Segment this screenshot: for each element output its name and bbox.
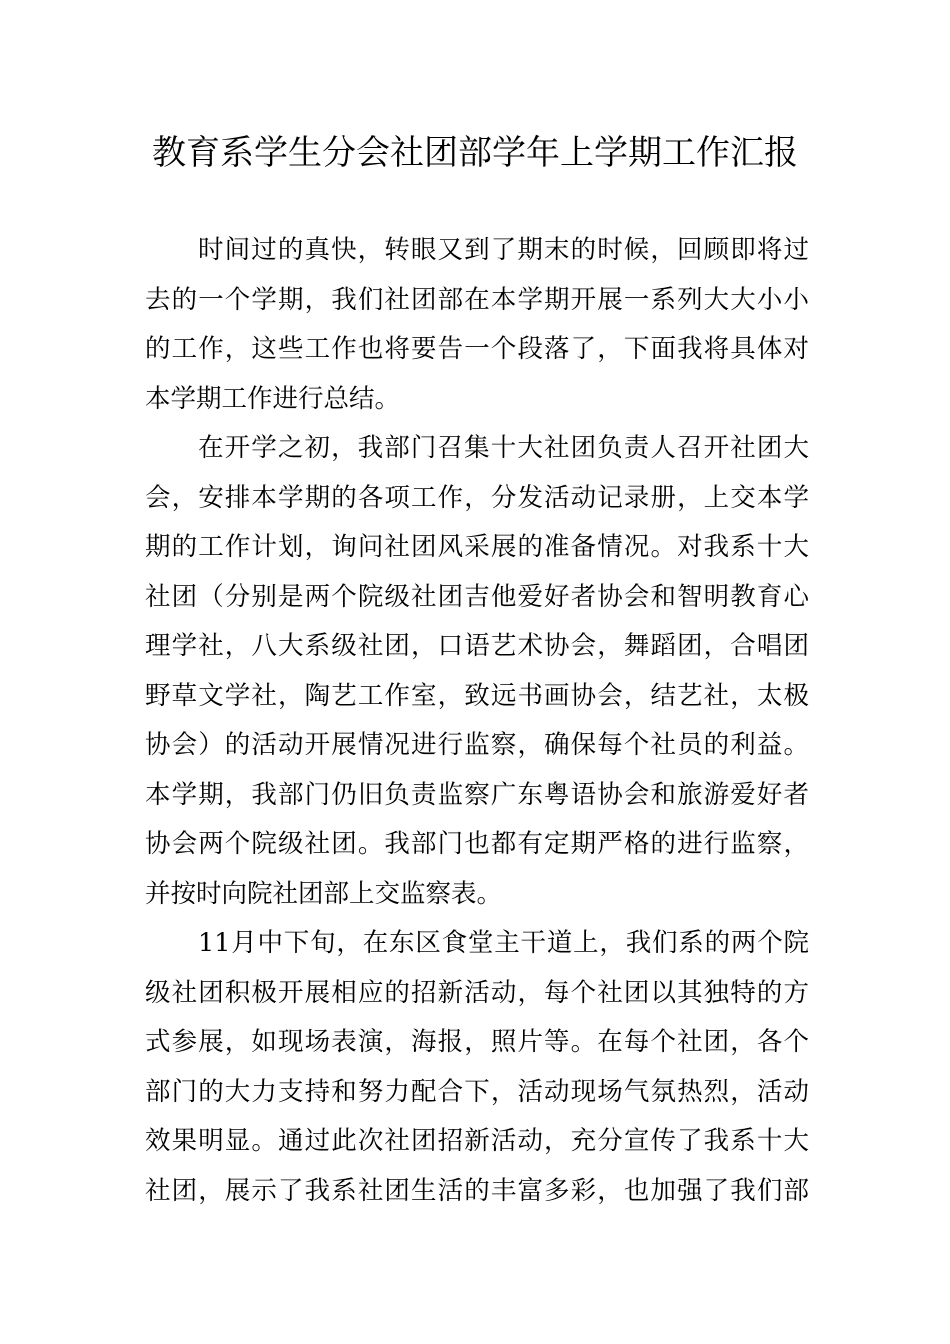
paragraph-2-line-9: 协会两个院级社团。我部门也都有定期严格的进行监察， [145,829,809,859]
paragraph-2-line-3: 期的工作计划，询问社团风采展的准备情况。对我系十大 [145,532,809,562]
paragraph-1-line-1: 时间过的真快，转眼又到了期末的时候，回顾即将过 [198,235,809,265]
paragraph-1-line-4: 本学期工作进行总结。 [145,383,401,414]
document-title: 教育系学生分会社团部学年上学期工作汇报 [152,133,798,173]
paragraph-3-line-1: 11月中下旬，在东区食堂主干道上，我们系的两个院 [198,928,809,958]
paragraph-3-line-2: 级社团积极开展相应的招新活动，每个社团以其独特的方 [145,977,809,1008]
paragraph-2-line-4: 社团（分别是两个院级社团吉他爱好者协会和智明教育心 [145,581,809,612]
paragraph-3-line-3: 式参展，如现场表演，海报，照片等。在每个社团，各个 [145,1027,809,1057]
paragraph-2-line-10: 并按时向院社团部上交监察表。 [145,878,503,909]
paragraph-3-line-5: 效果明显。通过此次社团招新活动，充分宣传了我系十大 [145,1126,809,1156]
paragraph-2-line-1: 在开学之初，我部门召集十大社团负责人召开社团大 [198,433,809,463]
paragraph-2-line-5: 理学社，八大系级社团，口语艺术协会，舞蹈团，合唱团 [145,631,809,661]
paragraph-2-line-8: 本学期，我部门仍旧负责监察广东粤语协会和旅游爱好者 [145,779,809,810]
document-body [145,226,809,1216]
paragraph-3-line-4: 部门的大力支持和努力配合下，活动现场气氛热烈，活动 [145,1076,809,1107]
paragraph-2-line-2: 会，安排本学期的各项工作，分发活动记录册，上交本学 [145,482,809,513]
paragraph-1-line-2: 去的一个学期，我们社团部在本学期开展一系列大大小小 [145,284,809,315]
paragraph-3-line-6: 社团，展示了我系社团生活的丰富多彩，也加强了我们部 [145,1175,809,1206]
paragraph-2-line-6: 野草文学社，陶艺工作室，致远书画协会，结艺社，太极 [145,680,809,711]
paragraph-1-line-3: 的工作，这些工作也将要告一个段落了，下面我将具体对 [145,334,809,364]
paragraph-2-line-7: 协会）的活动开展情况进行监察，确保每个社员的利益。 [145,730,809,760]
